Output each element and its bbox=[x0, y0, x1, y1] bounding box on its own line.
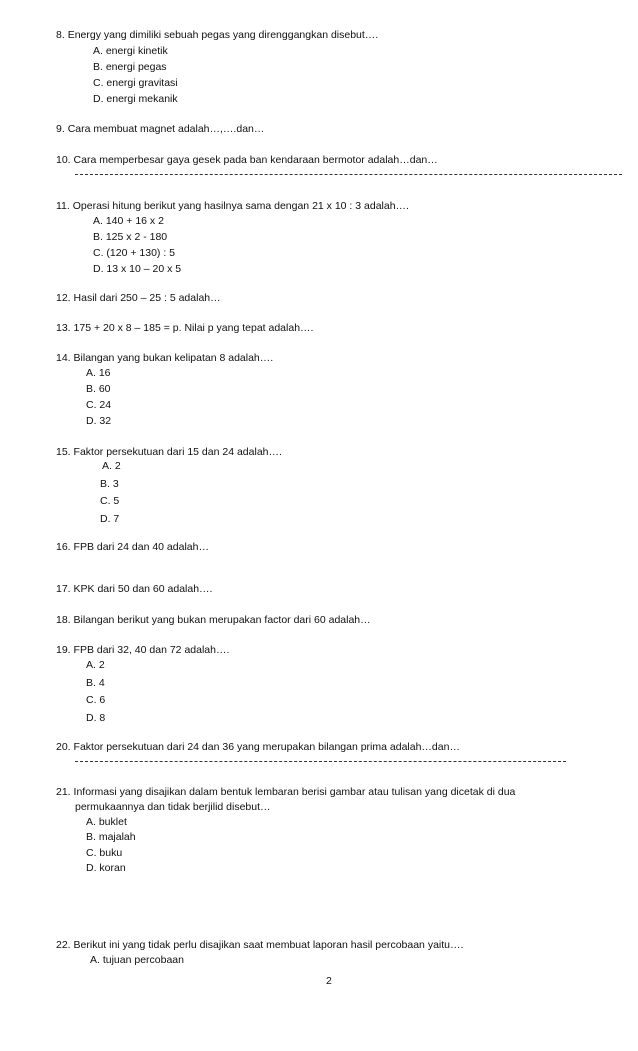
question-text: Hasil dari 250 – 25 : 5 adalah… bbox=[73, 292, 221, 304]
question-number: 14. bbox=[56, 352, 71, 364]
question-13 bbox=[56, 322, 313, 335]
question-number: 15. bbox=[56, 446, 71, 458]
option-c: C. energi gravitasi bbox=[93, 77, 178, 89]
option-d: D. 13 x 10 – 20 x 5 bbox=[93, 263, 182, 275]
answer-line bbox=[75, 174, 622, 175]
option-a: A. 140 + 16 x 2 bbox=[93, 215, 164, 227]
question-continuation: permukaannya dan tidak berjilid disebut… bbox=[75, 801, 271, 813]
option-c: C. 6 bbox=[86, 694, 106, 706]
option-c: C. 5 bbox=[100, 495, 120, 507]
option-a: A. tujuan percobaan bbox=[90, 954, 184, 966]
question-text: Cara membuat magnet adalah…,….dan… bbox=[67, 123, 265, 135]
option-b: B. 125 x 2 - 180 bbox=[93, 231, 168, 243]
option-a: A. 2 bbox=[86, 659, 105, 671]
question-17 bbox=[56, 583, 212, 596]
option-d: D. energi mekanik bbox=[93, 93, 178, 105]
question-15 bbox=[56, 446, 282, 459]
question-text: Berikut ini yang tidak perlu disajikan saat membuat laporan hasil percobaan yaitu…. bbox=[73, 939, 464, 951]
question-number: 8. bbox=[56, 29, 65, 41]
answer-line bbox=[75, 761, 566, 762]
question-text: Bilangan berikut yang bukan merupakan factor dari 60 adalah… bbox=[73, 614, 371, 626]
question-number: 11. bbox=[56, 200, 70, 212]
question-18 bbox=[56, 614, 371, 627]
question-number: 12. bbox=[56, 292, 71, 304]
question-14 bbox=[56, 352, 273, 365]
option-b: B. 60 bbox=[86, 383, 111, 395]
option-b: B. 3 bbox=[100, 478, 119, 490]
question-16 bbox=[56, 541, 209, 554]
question-19 bbox=[56, 644, 229, 657]
question-text: KPK dari 50 dan 60 adalah…. bbox=[73, 583, 213, 595]
question-20 bbox=[56, 741, 460, 754]
question-number: 16. bbox=[56, 541, 71, 553]
question-text: Cara memperbesar gaya gesek pada ban kendaraan bermotor adalah…dan… bbox=[73, 154, 438, 166]
option-b: B. majalah bbox=[86, 831, 136, 843]
question-number: 18. bbox=[56, 614, 71, 626]
question-text: Energy yang dimiliki sebuah pegas yang direnggangkan disebut…. bbox=[67, 29, 379, 41]
question-number: 17. bbox=[56, 583, 71, 595]
option-c: C. 24 bbox=[86, 399, 112, 411]
question-11 bbox=[56, 200, 409, 213]
question-10 bbox=[56, 154, 438, 167]
question-22 bbox=[56, 939, 463, 952]
option-d: D. 8 bbox=[86, 712, 106, 724]
question-number: 13. bbox=[56, 322, 71, 334]
question-text: FPB dari 24 dan 40 adalah… bbox=[73, 541, 209, 553]
question-8 bbox=[56, 29, 378, 42]
page-number: 2 bbox=[326, 975, 332, 987]
question-number: 20. bbox=[56, 741, 71, 753]
question-number: 21. bbox=[56, 786, 71, 798]
option-a: A. energi kinetik bbox=[93, 45, 168, 57]
question-number: 22. bbox=[56, 939, 71, 951]
option-a: A. 2 bbox=[102, 460, 121, 472]
question-number: 10. bbox=[56, 154, 71, 166]
option-b: B. 4 bbox=[86, 677, 105, 689]
option-b: B. energi pegas bbox=[93, 61, 167, 73]
option-d: D. koran bbox=[86, 862, 126, 874]
question-number: 19. bbox=[56, 644, 71, 656]
option-d: D. 7 bbox=[100, 513, 120, 525]
option-a: A. 16 bbox=[86, 367, 111, 379]
question-text: 175 + 20 x 8 – 185 = p. Nilai p yang tepat adalah…. bbox=[73, 322, 314, 334]
question-number: 9. bbox=[56, 123, 65, 135]
question-text: Informasi yang disajikan dalam bentuk lembaran berisi gambar atau tulisan yang dicetak di dua bbox=[73, 786, 516, 798]
option-a: A. buklet bbox=[86, 816, 127, 828]
question-text: FPB dari 32, 40 dan 72 adalah…. bbox=[73, 644, 230, 656]
option-c: C. buku bbox=[86, 847, 123, 859]
question-text: Bilangan yang bukan kelipatan 8 adalah…. bbox=[73, 352, 274, 364]
question-text: Faktor persekutuan dari 15 dan 24 adalah…. bbox=[73, 446, 282, 458]
question-text: Operasi hitung berikut yang hasilnya sama dengan 21 x 10 : 3 adalah…. bbox=[72, 200, 409, 212]
option-d: D. 32 bbox=[86, 415, 112, 427]
option-c: C. (120 + 130) : 5 bbox=[93, 247, 176, 259]
question-9 bbox=[56, 123, 264, 136]
question-12 bbox=[56, 292, 221, 305]
question-text: Faktor persekutuan dari 24 dan 36 yang merupakan bilangan prima adalah…dan… bbox=[73, 741, 460, 753]
question-21 bbox=[56, 786, 515, 799]
